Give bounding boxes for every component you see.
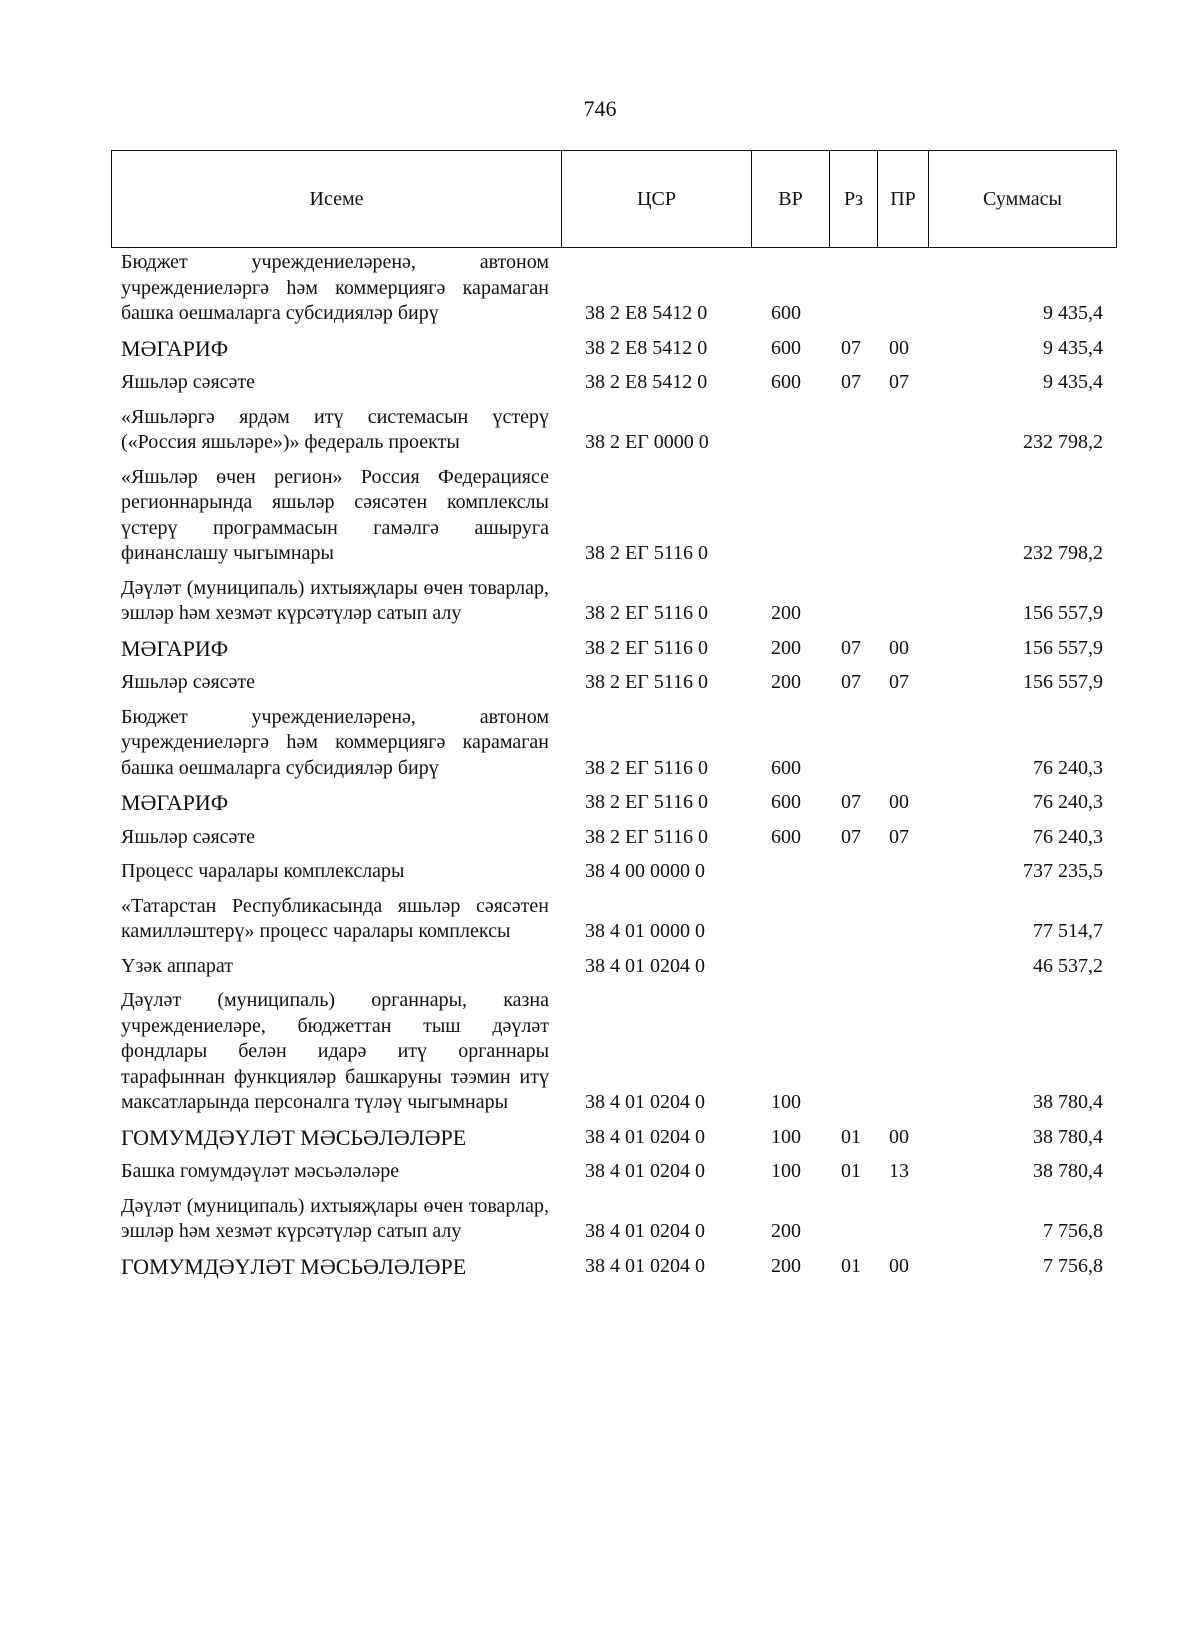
row-sum: 737 235,5	[1023, 860, 1103, 882]
row-name: Процесс чаралары комплекслары	[121, 860, 405, 882]
header-rz: Рз	[830, 151, 878, 247]
row-csr: 38 2 Е8 5412 0	[585, 371, 708, 393]
row-name: «Татарстан Республикасында яшьләр сәясәтен камилләштерү» процесс чаралары комплексы	[121, 894, 549, 942]
row-vr: 200	[771, 636, 801, 659]
row-pr: 00	[889, 1125, 909, 1148]
row-vr: 100	[771, 1125, 801, 1148]
table-row	[111, 576, 1117, 627]
row-rz: 01	[841, 1125, 861, 1148]
table-row	[111, 465, 1117, 567]
row-name: Яшьләр сәясәте	[121, 825, 256, 848]
table-row	[111, 705, 1117, 782]
row-sum: 38 780,4	[1033, 1160, 1103, 1182]
row-csr: 38 2 ЕГ 0000 0	[585, 431, 709, 453]
row-csr: 38 2 ЕГ 5116 0	[585, 756, 709, 779]
row-vr: 200	[771, 1254, 801, 1277]
row-name: МӘГАРИФ	[121, 635, 229, 661]
row-sum: 9 435,4	[1043, 336, 1103, 359]
row-sum: 77 514,7	[1033, 920, 1103, 942]
row-name: Яшьләр сәясәте	[121, 371, 256, 393]
row-vr: 200	[771, 1220, 801, 1242]
row-pr: 13	[889, 1160, 909, 1182]
row-sum: 7 756,8	[1043, 1254, 1103, 1277]
row-csr: 38 4 01 0204 0	[585, 1220, 705, 1242]
row-sum: 7 756,8	[1043, 1220, 1103, 1242]
table-row	[111, 370, 1117, 396]
row-name: ГОМУМДӘҮЛӘТ МӘСЬӘЛӘЛӘРЕ	[121, 1124, 467, 1150]
row-csr: 38 4 01 0204 0	[585, 1160, 705, 1182]
row-pr: 00	[889, 791, 909, 813]
header-pr: ПР	[878, 151, 929, 247]
row-pr: 07	[889, 825, 909, 848]
row-csr: 38 4 01 0204 0	[585, 954, 705, 977]
row-csr: 38 2 ЕГ 5116 0	[585, 791, 709, 813]
row-name: Дәүләт (муниципаль) органнары, казна учреждениеләре, бюджеттан тыш дәүләт фондлары белән идарә итү органнары тарафыннан функцияләр башкаруны тәэмин итү максатларында персоналга түләү чыгымнары	[121, 989, 549, 1113]
table-row	[111, 670, 1117, 696]
row-name: МӘГАРИФ	[121, 790, 229, 815]
table-row	[111, 859, 1117, 885]
row-sum: 76 240,3	[1033, 791, 1103, 813]
table-row	[111, 790, 1117, 816]
row-sum: 76 240,3	[1033, 756, 1103, 779]
row-sum: 38 780,4	[1033, 1125, 1103, 1148]
row-name: Бюджет учреждениеләренә, автоном учреждениеләргә һәм коммерциягә карамаган башка оешмаларга субсидияләр бирү	[121, 251, 549, 324]
row-rz: 01	[841, 1254, 861, 1277]
row-csr: 38 2 Е8 5412 0	[585, 336, 708, 359]
row-vr: 100	[771, 1160, 801, 1182]
table-row	[111, 1159, 1117, 1185]
row-csr: 38 2 ЕГ 5116 0	[585, 636, 709, 659]
row-sum: 156 557,9	[1023, 671, 1103, 693]
row-name: Башка гомумдәүләт мәсьәләләре	[121, 1160, 400, 1182]
row-rz: 01	[841, 1160, 861, 1182]
row-rz: 07	[841, 371, 861, 393]
row-name: ГОМУМДӘҮЛӘТ МӘСЬӘЛӘЛӘРЕ	[121, 1253, 467, 1279]
row-vr: 600	[771, 791, 801, 813]
header-csr: ЦСР	[562, 151, 752, 247]
table-row	[111, 954, 1117, 980]
row-rz: 07	[841, 636, 861, 659]
row-sum: 9 435,4	[1043, 371, 1103, 393]
row-sum: 76 240,3	[1033, 825, 1103, 848]
row-csr: 38 4 01 0204 0	[585, 1091, 705, 1113]
table-row	[111, 405, 1117, 456]
header-sum: Суммасы	[983, 187, 1062, 210]
row-pr: 07	[889, 371, 909, 393]
row-name: Үзәк аппарат	[121, 954, 233, 977]
row-name: «Яшьләр өчен регион» Россия Федерациясе регионнарында яшьләр сәясәтен комплекслы үстерү программасын гамәлгә ашыруга финанслашу чыгымнары	[121, 465, 549, 564]
row-csr: 38 4 00 0000 0	[585, 860, 705, 882]
row-sum: 232 798,2	[1023, 542, 1103, 564]
table-header	[111, 150, 1117, 248]
row-pr: 00	[889, 336, 909, 359]
table-row	[111, 1125, 1117, 1151]
row-name: Бюджет учреждениеләренә, автоном учреждениеләргә һәм коммерциягә карамаган башка оешмаларга субсидияләр бирү	[121, 705, 549, 779]
table-row	[111, 1254, 1117, 1280]
table-body	[111, 250, 1117, 1288]
table-row	[111, 894, 1117, 945]
row-vr: 600	[771, 302, 801, 324]
row-vr: 100	[771, 1091, 801, 1113]
row-csr: 38 2 ЕГ 5116 0	[585, 542, 709, 564]
row-name: «Яшьләргә ярдәм итү системасын үстерү («Россия яшьләре»)» федераль проекты	[121, 405, 549, 453]
row-name: МӘГАРИФ	[121, 335, 229, 361]
row-pr: 07	[889, 671, 909, 693]
row-csr: 38 4 01 0204 0	[585, 1125, 705, 1148]
row-vr: 600	[771, 371, 801, 393]
table-row	[111, 250, 1117, 327]
row-pr: 00	[889, 636, 909, 659]
table-row	[111, 988, 1117, 1116]
row-vr: 600	[771, 825, 801, 848]
row-rz: 07	[841, 791, 861, 813]
row-name: Яшьләр сәясәте	[121, 671, 256, 693]
row-csr: 38 4 01 0000 0	[585, 920, 705, 942]
table-row	[111, 336, 1117, 362]
row-sum: 46 537,2	[1033, 954, 1103, 977]
row-csr: 38 2 ЕГ 5116 0	[585, 671, 709, 693]
table-row	[111, 636, 1117, 662]
row-rz: 07	[841, 336, 861, 359]
row-vr: 600	[771, 756, 801, 779]
row-vr: 200	[771, 671, 801, 693]
table-row	[111, 1194, 1117, 1245]
table-row	[111, 825, 1117, 851]
row-sum: 38 780,4	[1033, 1091, 1103, 1113]
row-name: Дәүләт (муниципаль) ихтыяҗлары өчен товарлар, эшләр һәм хезмәт күрсәтүләр сатып алу	[121, 1194, 549, 1242]
row-csr: 38 4 01 0204 0	[585, 1254, 705, 1277]
row-rz: 07	[841, 825, 861, 848]
row-sum: 156 557,9	[1023, 636, 1103, 659]
row-name: Дәүләт (муниципаль) ихтыяҗлары өчен товарлар, эшләр һәм хезмәт күрсәтүләр сатып алу	[121, 576, 549, 624]
row-rz: 07	[841, 671, 861, 693]
header-vr: ВР	[752, 151, 830, 247]
row-sum: 9 435,4	[1043, 302, 1103, 324]
row-vr: 200	[771, 602, 801, 624]
row-csr: 38 2 ЕГ 5116 0	[585, 602, 709, 624]
row-sum: 156 557,9	[1023, 602, 1103, 624]
row-csr: 38 2 Е8 5412 0	[585, 302, 708, 324]
row-vr: 600	[771, 336, 801, 359]
page-number: 746	[583, 96, 617, 121]
row-csr: 38 2 ЕГ 5116 0	[585, 825, 709, 848]
row-sum: 232 798,2	[1023, 431, 1103, 453]
row-pr: 00	[889, 1254, 909, 1277]
header-name: Исеме	[112, 151, 562, 247]
